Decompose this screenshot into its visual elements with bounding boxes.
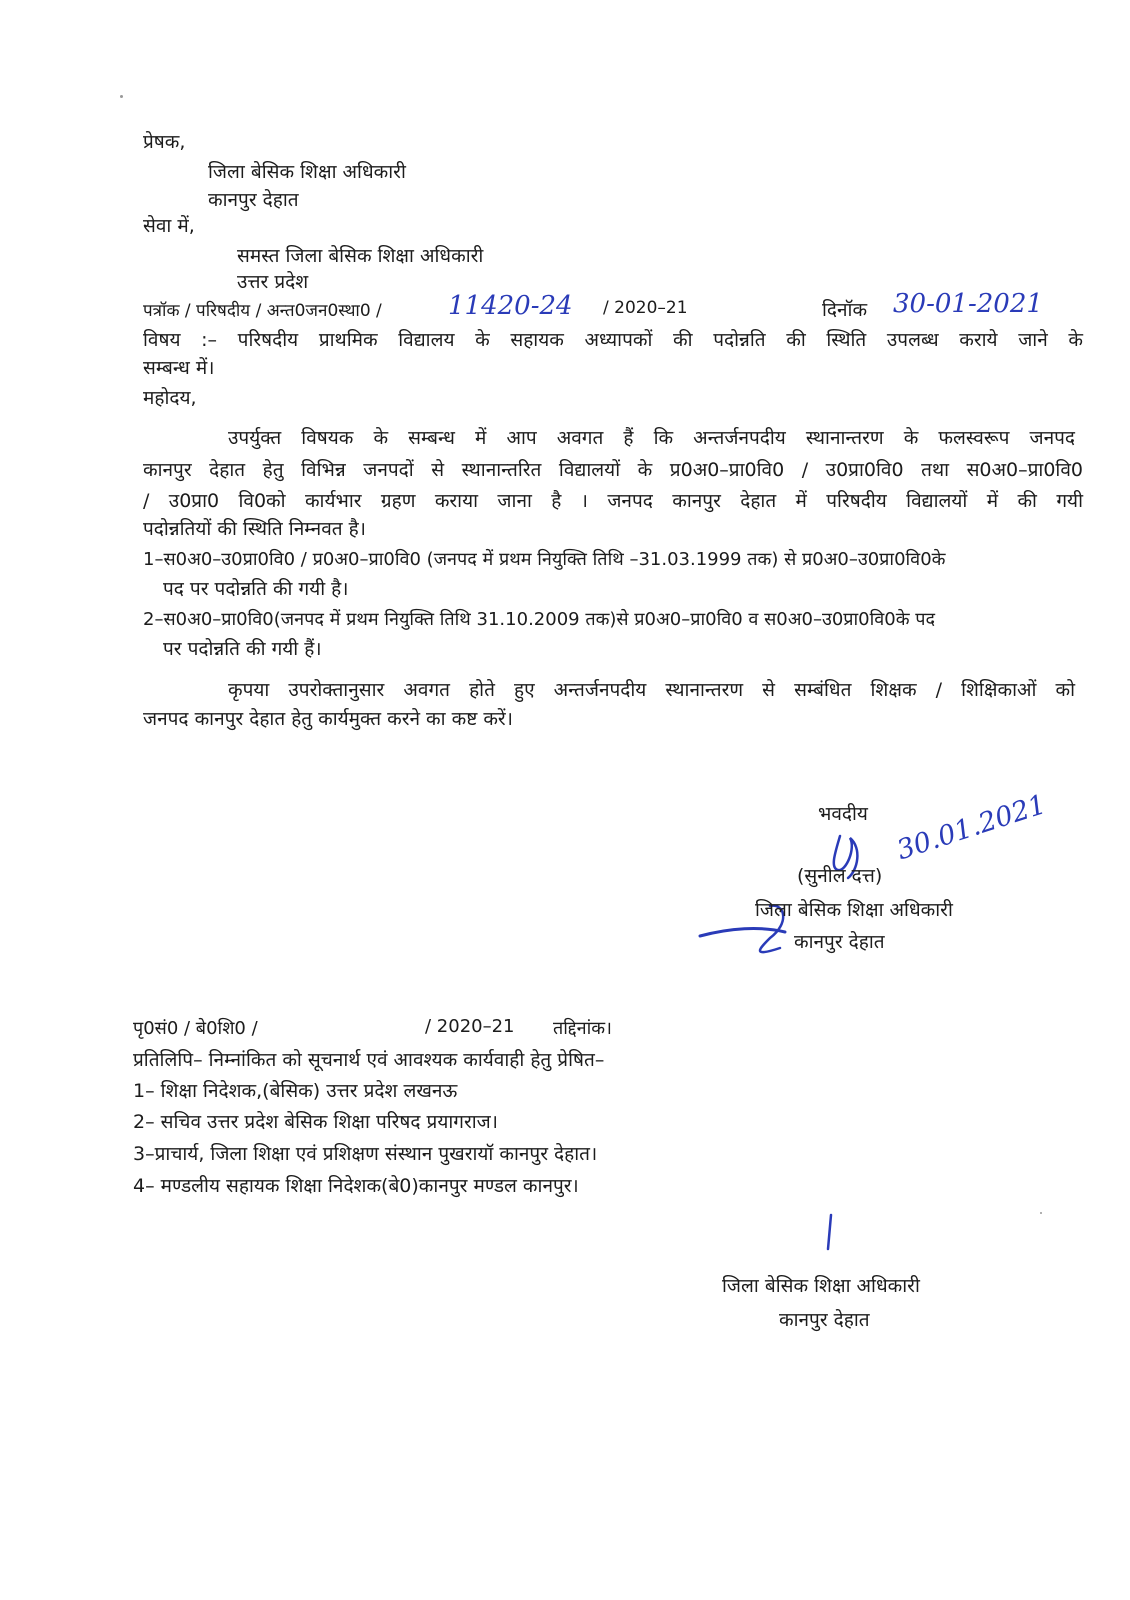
- endorsement-prefix: पृ0सं0 / बे0शि0 /: [133, 1018, 258, 1039]
- copy-recipient: 2– सचिव उत्तर प्रदेश बेसिक शिक्षा परिषद प्रयागराज।: [133, 1111, 498, 1133]
- sender-label: प्रेषक,: [143, 131, 186, 153]
- signatory-name: (सुनील दत्त): [797, 865, 883, 887]
- point-1-line-1: 1–स0अ0–उ0प्रा0वि0 / प्र0अ0–प्रा0वि0 (जनपद में प्रथम नियुक्ति तिथि –31.03.1999 तक) से प्र0अ0–उ0प्रा0वि0के: [143, 549, 946, 570]
- point-2-line-2: पर पदोन्नति की गयी हैं।: [163, 638, 322, 660]
- paragraph-1-line-4: पदोन्नतियों की स्थिति निम्नवत है।: [143, 518, 366, 540]
- signatory-title: जिला बेसिक शिक्षा अधिकारी: [755, 899, 953, 921]
- signatory-place: कानपुर देहात: [794, 931, 885, 953]
- paragraph-1-line-1: उपर्युक्त विषयक के सम्बन्ध में आप अवगत हैं कि अन्तर्जनपदीय स्थानान्तरण के फलस्वरूप जनपद: [228, 427, 1075, 449]
- paragraph-2-line-2: जनपद कानपुर देहात हेतु कार्यमुक्त करने का कष्ट करें।: [143, 708, 513, 730]
- closing: भवदीय: [818, 803, 868, 825]
- recipient-title: समस्त जिला बेसिक शिक्षा अधिकारी: [237, 245, 484, 267]
- salutation: महोदय,: [143, 387, 197, 409]
- paragraph-1-line-2: कानपुर देहात हेतु विभिन्न जनपदों से स्थानान्तरित विद्यालयों के प्र0अ0–प्रा0वि0 / उ0प्रा0वि0 तथा स0अ0–प्रा0वि0: [143, 459, 1083, 481]
- reference-prefix: पत्रॉक / परिषदीय / अन्त0जन0स्था0 /: [143, 301, 382, 321]
- reference-year: / 2020–21: [603, 298, 688, 318]
- copy-recipient: 4– मण्डलीय सहायक शिक्षा निदेशक(बे0)कानपुर मण्डल कानपुर।: [133, 1175, 579, 1197]
- endorsement-date: तद्दिनांक।: [553, 1018, 612, 1039]
- to-label: सेवा में,: [143, 215, 195, 237]
- copy-recipient: 3–प्राचार्य, जिला शिक्षा एवं प्रशिक्षण संस्थान पुखरायॉ कानपुर देहात।: [133, 1143, 598, 1165]
- date-label: दिनॉक: [822, 299, 868, 321]
- subject-line-2: सम्बन्ध में।: [143, 357, 215, 379]
- point-1-line-2: पद पर पदोन्नति की गयी है।: [163, 578, 349, 600]
- point-2-line-1: 2–स0अ0–प्रा0वि0(जनपद में प्रथम नियुक्ति तिथि 31.10.2009 तक)से प्र0अ0–प्रा0वि0 व स0अ0–उ0प्रा0वि0के पद: [143, 609, 936, 630]
- sender-place: कानपुर देहात: [208, 189, 299, 211]
- signature-date-handwritten: 30.01.2021: [893, 788, 1050, 867]
- copy-signatory-title: जिला बेसिक शिक्षा अधिकारी: [722, 1275, 920, 1297]
- endorsement-year: / 2020–21: [425, 1016, 515, 1037]
- recipient-place: उत्तर प्रदेश: [237, 271, 309, 293]
- copy-intro: प्रतिलिपि– निम्नांकित को सूचनार्थ एवं आवश्यक कार्यवाही हेतु प्रेषित–: [133, 1049, 605, 1071]
- copy-signatory-place: कानपुर देहात: [779, 1309, 870, 1331]
- sender-title: जिला बेसिक शिक्षा अधिकारी: [208, 161, 406, 183]
- reference-number-handwritten: 11420-24: [448, 291, 573, 321]
- initial-mark: [820, 1212, 840, 1252]
- subject-line-1: विषय :– परिषदीय प्राथमिक विद्यालय के सहायक अध्यापकों की पदोन्नति की स्थिति उपलब्ध कराये जाने के: [143, 329, 1083, 351]
- paragraph-2-line-1: कृपया उपरोक्तानुसार अवगत होते हुए अन्तर्जनपदीय स्थानान्तरण से सम्बंधित शिक्षक / शिक्षिकाओं को: [228, 679, 1075, 701]
- date-handwritten: 30-01-2021: [893, 289, 1043, 319]
- scan-speck: [120, 95, 123, 98]
- copy-recipient: 1– शिक्षा निदेशक,(बेसिक) उत्तर प्रदेश लखनऊ: [133, 1080, 458, 1102]
- paragraph-1-line-3: / उ0प्रा0 वि0को कार्यभार ग्रहण कराया जाना है । जनपद कानपुर देहात में परिषदीय विद्यालयों में की गयी: [143, 490, 1083, 512]
- scan-speck: [1040, 1212, 1042, 1214]
